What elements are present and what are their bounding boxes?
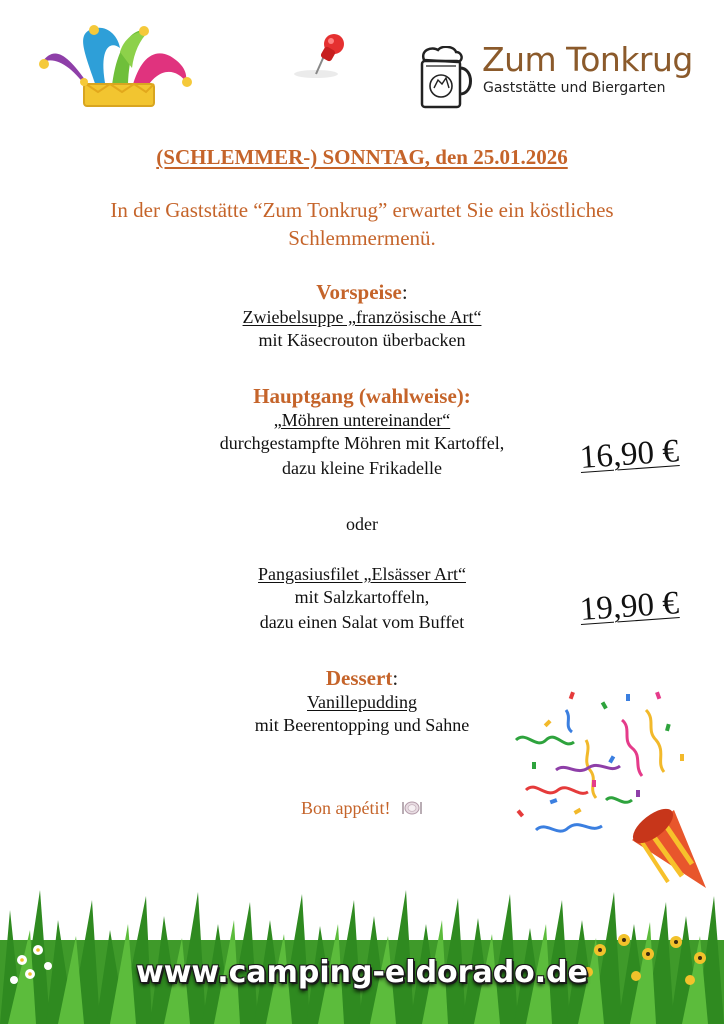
intro-line-2: Schlemmermenü. [288,226,436,250]
starter-desc: mit Käsecrouton überbacken [258,330,466,350]
main-option2-dish: Pangasiusfilet „Elsässer Art“ [258,564,466,584]
main-option1-dish: „Möhren untereinander“ [273,410,451,430]
website-link[interactable]: www.camping-eldorado.de [135,955,588,990]
or-separator: oder [346,514,378,534]
main-option2-desc1: mit Salzkartoffeln, [294,587,430,607]
intro-line-1: In der Gaststätte “Zum Tonkrug” erwartet Sie ein köstliches [110,198,614,222]
grass-footer [0,880,724,1024]
dessert-desc: mit Beerentopping und Sahne [254,715,470,735]
starter-dish: Zwiebelsuppe „französische Art“ [242,307,482,327]
main-option2-desc2: dazu einen Salat vom Buffet [259,612,465,632]
plate-icon [401,800,423,816]
page-title: (SCHLEMMER-) SONNTAG, den 25.01.2026 [156,145,568,169]
jester-hat-icon [36,22,202,110]
dessert-title: Dessert: [325,666,399,690]
intro-text [0,196,724,252]
logo-subtitle: Gaststätte und Biergarten [483,80,666,96]
closing-text: Bon appétit! [0,798,724,819]
party-popper-icon [506,680,716,890]
beer-mug-icon [414,46,476,112]
main-option1-desc2: dazu kleine Frikadelle [282,458,442,478]
main-option1-desc1: durchgestampfte Möhren mit Kartoffel, [219,433,505,453]
logo-title: Zum Tonkrug [482,40,693,79]
push-pin-icon [286,30,356,84]
dessert-dish: Vanillepudding [307,692,417,712]
starter-title: Vorspeise: [316,280,408,304]
price-option1: 16,90 € [578,433,680,476]
main-title: Hauptgang (wahlweise): [253,384,471,408]
starter-section [0,280,724,353]
price-option2: 19,90 € [578,585,680,628]
